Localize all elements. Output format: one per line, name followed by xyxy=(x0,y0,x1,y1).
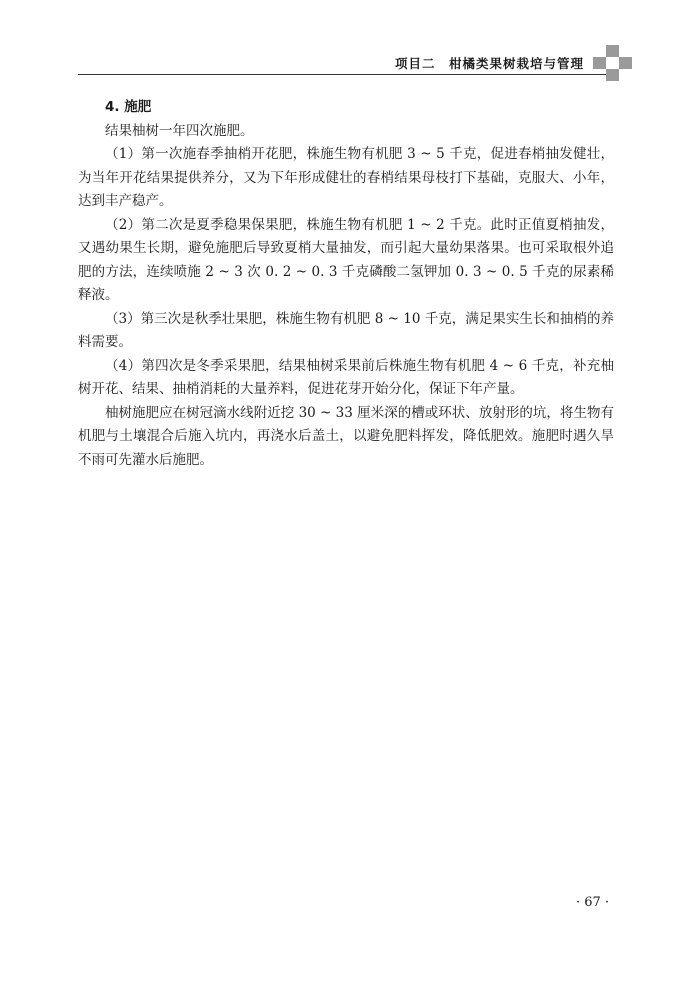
paragraph-second-fertilization: （2）第二次是夏季稳果保果肥，株施生物有机肥 1 ~ 2 千克。此时正值夏梢抽发，又遇幼果生长期，避免施肥后导致夏梢大量抽发，而引起大量幼果落果。也可采取根外追肥的方法，连续喷施 2 ~ 3 次 0. 2 ~ 0. 3 千克磷酸二氢钾加 0. 3 ~ 0. 5 千克的尿素稀释液。 xyxy=(78,216,614,303)
running-header xyxy=(78,52,614,75)
page-content xyxy=(78,96,614,472)
paragraph-first-fertilization: （1）第一次施春季抽梢开花肥，株施生物有机肥 3 ~ 5 千克，促进春梢抽发健壮，为当年开花结果提供养分，又为下年形成健壮的春梢结果母枝打下基础，克服大、小年，达到丰产稳产。 xyxy=(78,146,614,209)
paragraph-third-fertilization: （3）第三次是秋季壮果肥，株施生物有机肥 8 ~ 10 千克，满足果实生长和抽梢的养料需要。 xyxy=(78,310,614,350)
paragraph-intro: 结果柚树一年四次施肥。 xyxy=(105,122,254,139)
page-number: · 67 · xyxy=(576,895,610,910)
paragraph-fourth-fertilization: （4）第四次是冬季采果肥，结果柚树采果前后株施生物有机肥 4 ~ 6 千克，补充柚树开花、结果、抽梢消耗的大量养料，促进花芽开始分化，保证下年产量。 xyxy=(78,357,614,397)
section-heading: 4. 施肥 xyxy=(105,99,152,115)
paragraph-method: 柚树施肥应在树冠滴水线附近挖 30 ~ 33 厘米深的槽或环状、放射形的坑，将生物有机肥与土壤混合后施入坑内，再浇水后盖土，以避免肥料挥发，降低肥效。施肥时遇久旱不雨可先灌水后施肥。 xyxy=(78,404,614,468)
corner-decoration-icon xyxy=(593,45,633,81)
header-title: 项目二 柑橘类果树栽培与管理 xyxy=(394,56,584,71)
